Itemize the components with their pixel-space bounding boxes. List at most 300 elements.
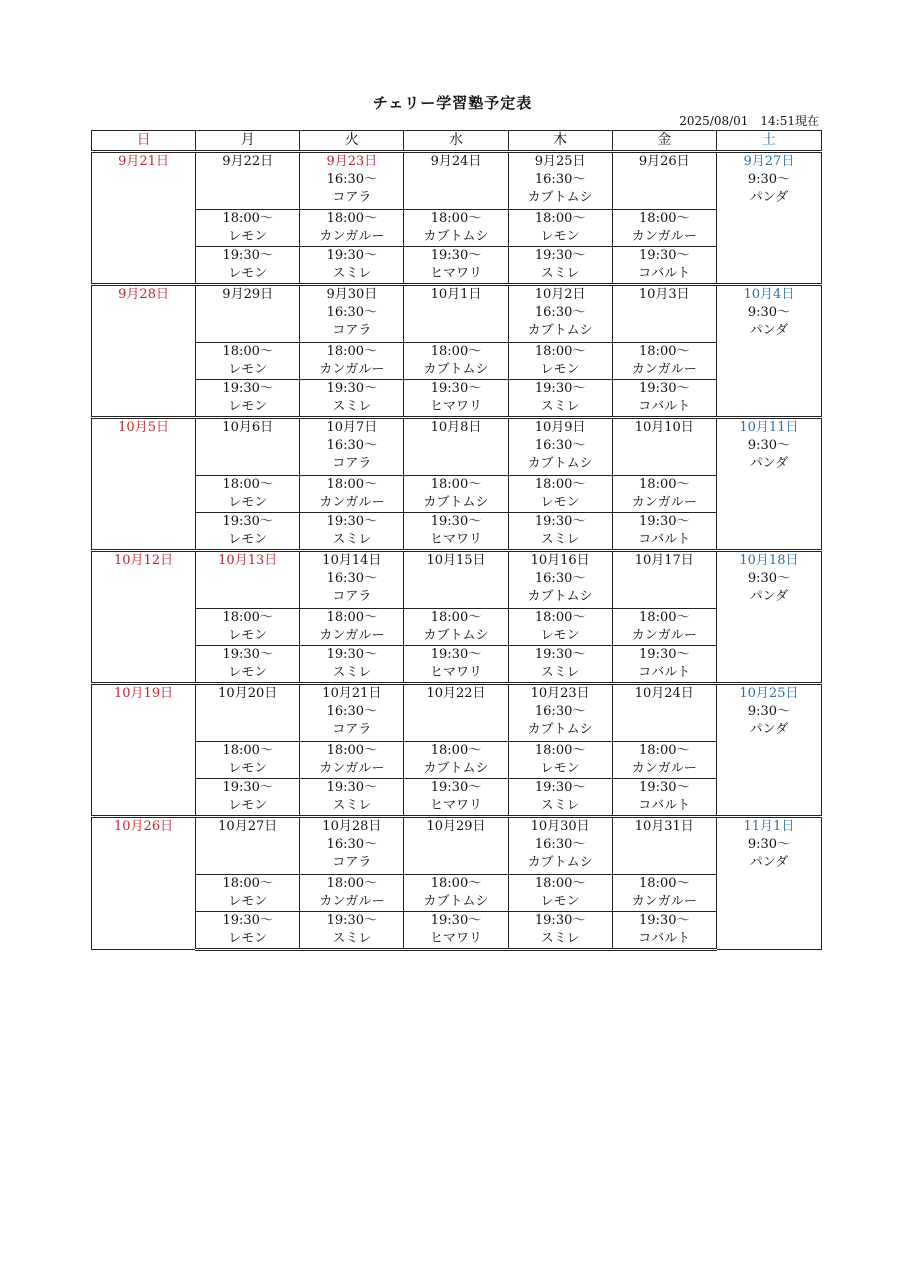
class-cell: [404, 646, 508, 684]
class-time: 19:30〜: [222, 913, 273, 928]
class-cell: [404, 875, 508, 912]
class-time: 16:30〜: [326, 438, 378, 453]
class-time: 16:30〜: [326, 837, 378, 852]
class-time: 19:30〜: [534, 780, 586, 795]
class-time: 16:30〜: [326, 305, 378, 320]
class-time: 18:00〜: [222, 211, 273, 226]
class-name: カンガルー: [319, 894, 385, 909]
class-name: コバルト: [638, 399, 691, 414]
class-name: ヒマワリ: [429, 399, 482, 414]
class-name: カンガルー: [319, 362, 385, 377]
day-cell: [196, 418, 300, 476]
class-cell: [300, 476, 404, 513]
class-time: 9:30〜: [747, 438, 791, 453]
class-time: 18:00〜: [534, 876, 586, 891]
class-name: カブトムシ: [527, 589, 593, 604]
class-cell: [300, 247, 404, 285]
date-label: 10月31日: [634, 819, 694, 834]
class-row: [92, 343, 822, 380]
date-label: 10月14日: [322, 553, 382, 568]
date-label: 9月29日: [222, 287, 274, 302]
class-name: パンダ: [749, 722, 789, 737]
class-name: カブトムシ: [423, 495, 489, 510]
class-cell: [612, 210, 716, 247]
date-label: 10月16日: [530, 553, 590, 568]
class-name: レモン: [540, 628, 580, 643]
class-name: レモン: [228, 229, 268, 244]
week-row: [92, 285, 822, 343]
class-time: 18:00〜: [639, 610, 690, 625]
class-name: コバルト: [638, 532, 691, 547]
day-cell: [196, 551, 300, 609]
class-cell: [612, 742, 716, 779]
date-label: 10月4日: [743, 287, 795, 302]
day-cell: [404, 152, 508, 210]
class-time: 18:00〜: [222, 610, 273, 625]
class-name: レモン: [228, 665, 268, 680]
class-time: 9:30〜: [747, 172, 791, 187]
class-time: 19:30〜: [326, 381, 378, 396]
date-label: 10月15日: [426, 553, 486, 568]
date-label: 10月26日: [114, 819, 174, 834]
class-time: 16:30〜: [534, 305, 586, 320]
class-row: [92, 609, 822, 646]
day-cell: [404, 684, 508, 742]
weekday-header-row: [92, 131, 822, 152]
class-name: パンダ: [749, 190, 789, 205]
class-name: コアラ: [332, 456, 372, 471]
class-name: ヒマワリ: [429, 266, 482, 281]
class-time: 18:00〜: [639, 344, 690, 359]
class-name: カブトムシ: [423, 362, 489, 377]
day-cell: [196, 152, 300, 210]
class-name: レモン: [228, 931, 268, 946]
class-cell: [404, 779, 508, 817]
class-time: 18:00〜: [534, 610, 586, 625]
class-cell: [300, 343, 404, 380]
class-name: コアラ: [332, 855, 372, 870]
class-name: カブトムシ: [423, 894, 489, 909]
class-cell: [508, 779, 612, 817]
class-name: スミレ: [332, 532, 372, 547]
class-name: スミレ: [332, 931, 372, 946]
date-label: 10月17日: [634, 553, 694, 568]
class-cell: [196, 343, 300, 380]
day-cell: [92, 551, 196, 684]
class-name: カンガルー: [631, 362, 697, 377]
class-cell: [508, 742, 612, 779]
class-time: 16:30〜: [326, 172, 378, 187]
day-cell: [300, 684, 404, 742]
class-time: 19:30〜: [222, 780, 273, 795]
class-time: 18:00〜: [326, 477, 378, 492]
class-name: レモン: [228, 495, 268, 510]
class-name: カンガルー: [319, 761, 385, 776]
class-cell: [508, 210, 612, 247]
class-cell: [196, 210, 300, 247]
class-name: カンガルー: [319, 628, 385, 643]
week-row: [92, 551, 822, 609]
date-label: 10月24日: [634, 686, 694, 701]
date-label: 10月20日: [218, 686, 278, 701]
class-cell: [508, 875, 612, 912]
class-name: レモン: [228, 532, 268, 547]
class-name: カブトムシ: [423, 229, 489, 244]
weekday-header-fri: 金: [612, 131, 716, 152]
class-cell: [196, 380, 300, 418]
class-time: 19:30〜: [639, 248, 690, 263]
class-name: カブトムシ: [527, 456, 593, 471]
date-label: 11月1日: [743, 819, 795, 834]
day-cell: [300, 817, 404, 875]
class-cell: [612, 380, 716, 418]
class-time: 18:00〜: [326, 344, 378, 359]
day-cell: [508, 418, 612, 476]
page-title: チェリー学習塾予定表: [372, 94, 533, 112]
class-time: 18:00〜: [326, 610, 378, 625]
day-cell: [404, 285, 508, 343]
class-time: 18:00〜: [639, 743, 690, 758]
class-cell: [196, 646, 300, 684]
date-label: 10月11日: [739, 420, 799, 435]
class-time: 18:00〜: [430, 743, 482, 758]
class-name: カブトムシ: [423, 761, 489, 776]
date-label: 10月10日: [634, 420, 694, 435]
class-time: 18:00〜: [430, 477, 482, 492]
class-cell: [404, 513, 508, 551]
class-name: レモン: [228, 399, 268, 414]
week-row: [92, 684, 822, 742]
class-name: レモン: [228, 362, 268, 377]
day-cell: [92, 684, 196, 817]
day-cell: [300, 551, 404, 609]
class-cell: [196, 875, 300, 912]
class-name: カンガルー: [631, 628, 697, 643]
date-label: 9月28日: [118, 287, 169, 302]
class-cell: [300, 609, 404, 646]
date-label: 10月25日: [739, 686, 799, 701]
class-cell: [300, 779, 404, 817]
class-cell: [612, 779, 716, 817]
day-cell: [196, 817, 300, 875]
schedule-table: [91, 130, 822, 951]
class-time: 18:00〜: [326, 876, 378, 891]
day-cell: [92, 285, 196, 418]
class-cell: [508, 476, 612, 513]
class-cell: [404, 210, 508, 247]
class-cell: [404, 609, 508, 646]
class-time: 9:30〜: [747, 305, 791, 320]
class-row: [92, 210, 822, 247]
date-label: 10月28日: [322, 819, 382, 834]
class-name: スミレ: [332, 798, 372, 813]
day-cell: [300, 418, 404, 476]
date-label: 10月23日: [530, 686, 590, 701]
day-cell: [92, 152, 196, 285]
class-name: パンダ: [749, 456, 789, 471]
date-label: 9月27日: [743, 154, 795, 169]
class-time: 19:30〜: [534, 647, 586, 662]
date-label: 10月22日: [426, 686, 486, 701]
date-label: 9月21日: [118, 154, 169, 169]
class-name: カブトムシ: [527, 323, 593, 338]
class-name: スミレ: [332, 266, 372, 281]
class-cell: [508, 343, 612, 380]
day-cell: [508, 285, 612, 343]
weekday-header-sun: 日: [92, 131, 196, 152]
class-name: スミレ: [540, 798, 580, 813]
class-time: 19:30〜: [326, 514, 378, 529]
class-cell: [612, 513, 716, 551]
class-time: 19:30〜: [534, 913, 586, 928]
class-name: レモン: [540, 362, 580, 377]
class-name: レモン: [228, 266, 268, 281]
day-cell: [92, 418, 196, 551]
class-time: 18:00〜: [430, 344, 482, 359]
date-label: 10月18日: [739, 553, 799, 568]
class-time: 19:30〜: [534, 248, 586, 263]
class-name: スミレ: [332, 399, 372, 414]
day-cell: [716, 152, 821, 285]
day-cell: [612, 285, 716, 343]
class-time: 16:30〜: [326, 704, 378, 719]
class-row: [92, 513, 822, 551]
class-time: 18:00〜: [222, 344, 273, 359]
date-label: 10月8日: [430, 420, 482, 435]
class-cell: [508, 609, 612, 646]
class-time: 18:00〜: [534, 211, 586, 226]
day-cell: [612, 817, 716, 875]
class-cell: [196, 742, 300, 779]
timestamp: 2025/08/01 14:51現在: [679, 114, 819, 128]
class-cell: [508, 380, 612, 418]
class-cell: [508, 247, 612, 285]
date-label: 10月7日: [326, 420, 378, 435]
class-cell: [196, 247, 300, 285]
weekday-header-tue: 火: [300, 131, 404, 152]
class-time: 19:30〜: [430, 647, 482, 662]
class-row: [92, 646, 822, 684]
class-cell: [300, 513, 404, 551]
class-time: 19:30〜: [639, 647, 690, 662]
class-name: ヒマワリ: [429, 665, 482, 680]
class-name: コアラ: [332, 722, 372, 737]
class-row: [92, 742, 822, 779]
class-name: スミレ: [540, 266, 580, 281]
day-cell: [508, 684, 612, 742]
class-time: 19:30〜: [639, 780, 690, 795]
class-time: 19:30〜: [639, 381, 690, 396]
class-cell: [196, 609, 300, 646]
day-cell: [612, 684, 716, 742]
day-cell: [92, 817, 196, 950]
class-name: スミレ: [540, 399, 580, 414]
class-time: 19:30〜: [430, 248, 482, 263]
class-time: 16:30〜: [534, 837, 586, 852]
class-name: レモン: [228, 894, 268, 909]
date-label: 9月25日: [534, 154, 586, 169]
day-cell: [716, 285, 821, 418]
class-name: カブトムシ: [423, 628, 489, 643]
class-time: 18:00〜: [222, 743, 273, 758]
weekday-header-sat: 土: [716, 131, 821, 152]
day-cell: [300, 152, 404, 210]
class-name: ヒマワリ: [429, 798, 482, 813]
class-row: [92, 912, 822, 950]
date-label: 10月2日: [534, 287, 586, 302]
class-name: レモン: [540, 229, 580, 244]
class-name: スミレ: [540, 665, 580, 680]
weekday-header-wed: 水: [404, 131, 508, 152]
class-time: 16:30〜: [534, 571, 586, 586]
class-cell: [196, 912, 300, 950]
class-time: 19:30〜: [326, 913, 378, 928]
class-name: レモン: [228, 628, 268, 643]
class-time: 18:00〜: [222, 477, 273, 492]
class-time: 19:30〜: [534, 381, 586, 396]
class-time: 19:30〜: [430, 514, 482, 529]
class-time: 18:00〜: [430, 610, 482, 625]
date-label: 9月23日: [326, 154, 378, 169]
class-time: 18:00〜: [534, 344, 586, 359]
class-name: スミレ: [540, 931, 580, 946]
day-cell: [508, 152, 612, 210]
class-time: 19:30〜: [222, 647, 273, 662]
day-cell: [612, 418, 716, 476]
class-time: 9:30〜: [747, 571, 791, 586]
class-time: 18:00〜: [430, 876, 482, 891]
class-name: カブトムシ: [527, 855, 593, 870]
class-time: 19:30〜: [430, 381, 482, 396]
date-label: 10月13日: [218, 553, 278, 568]
class-cell: [508, 646, 612, 684]
day-cell: [300, 285, 404, 343]
day-cell: [404, 418, 508, 476]
class-time: 19:30〜: [639, 913, 690, 928]
weekday-header-thu: 木: [508, 131, 612, 152]
class-name: ヒマワリ: [429, 532, 482, 547]
class-time: 19:30〜: [222, 248, 273, 263]
class-name: ヒマワリ: [429, 931, 482, 946]
week-row: [92, 418, 822, 476]
class-cell: [300, 210, 404, 247]
date-label: 10月1日: [430, 287, 482, 302]
class-name: コバルト: [638, 266, 691, 281]
class-time: 19:30〜: [222, 514, 273, 529]
class-cell: [196, 779, 300, 817]
class-time: 18:00〜: [222, 876, 273, 891]
class-cell: [404, 742, 508, 779]
date-label: 10月30日: [530, 819, 590, 834]
day-cell: [508, 551, 612, 609]
day-cell: [196, 684, 300, 742]
day-cell: [612, 551, 716, 609]
class-row: [92, 380, 822, 418]
class-time: 19:30〜: [430, 913, 482, 928]
date-label: 10月29日: [426, 819, 486, 834]
week-row: [92, 817, 822, 875]
day-cell: [404, 551, 508, 609]
class-time: 16:30〜: [326, 571, 378, 586]
class-cell: [612, 476, 716, 513]
weekday-header-mon: 月: [196, 131, 300, 152]
day-cell: [196, 285, 300, 343]
class-name: コアラ: [332, 323, 372, 338]
class-time: 19:30〜: [326, 647, 378, 662]
class-name: スミレ: [332, 665, 372, 680]
class-time: 19:30〜: [326, 248, 378, 263]
class-time: 9:30〜: [747, 704, 791, 719]
class-cell: [404, 380, 508, 418]
class-cell: [612, 646, 716, 684]
class-name: レモン: [228, 798, 268, 813]
class-name: カンガルー: [631, 894, 697, 909]
class-cell: [196, 476, 300, 513]
class-time: 19:30〜: [534, 514, 586, 529]
class-cell: [300, 742, 404, 779]
class-name: カンガルー: [631, 229, 697, 244]
class-name: コバルト: [638, 931, 691, 946]
class-name: コアラ: [332, 190, 372, 205]
date-label: 10月21日: [322, 686, 382, 701]
class-name: コアラ: [332, 589, 372, 604]
class-cell: [612, 912, 716, 950]
class-cell: [196, 513, 300, 551]
class-cell: [300, 875, 404, 912]
class-name: カンガルー: [631, 495, 697, 510]
date-label: 10月19日: [114, 686, 174, 701]
day-cell: [716, 684, 821, 817]
class-name: カブトムシ: [527, 190, 593, 205]
date-label: 9月26日: [638, 154, 690, 169]
class-time: 19:30〜: [222, 381, 273, 396]
day-cell: [404, 817, 508, 875]
class-name: パンダ: [749, 855, 789, 870]
class-name: レモン: [540, 761, 580, 776]
class-cell: [300, 912, 404, 950]
class-cell: [300, 646, 404, 684]
class-name: カンガルー: [319, 495, 385, 510]
class-time: 18:00〜: [534, 477, 586, 492]
date-label: 9月22日: [222, 154, 274, 169]
class-cell: [300, 380, 404, 418]
class-row: [92, 875, 822, 912]
class-time: 18:00〜: [534, 743, 586, 758]
week-row: [92, 152, 822, 210]
class-name: パンダ: [749, 589, 789, 604]
date-label: 10月5日: [118, 420, 169, 435]
date-label: 10月3日: [638, 287, 690, 302]
class-name: パンダ: [749, 323, 789, 338]
class-time: 9:30〜: [747, 837, 791, 852]
class-name: レモン: [228, 761, 268, 776]
class-name: スミレ: [540, 532, 580, 547]
class-cell: [404, 247, 508, 285]
class-time: 18:00〜: [639, 211, 690, 226]
class-row: [92, 779, 822, 817]
class-cell: [612, 875, 716, 912]
day-cell: [508, 817, 612, 875]
class-time: 18:00〜: [326, 743, 378, 758]
day-cell: [612, 152, 716, 210]
class-time: 18:00〜: [430, 211, 482, 226]
class-cell: [404, 343, 508, 380]
class-cell: [508, 912, 612, 950]
class-cell: [612, 609, 716, 646]
class-time: 18:00〜: [639, 876, 690, 891]
class-time: 19:30〜: [430, 780, 482, 795]
class-cell: [612, 247, 716, 285]
